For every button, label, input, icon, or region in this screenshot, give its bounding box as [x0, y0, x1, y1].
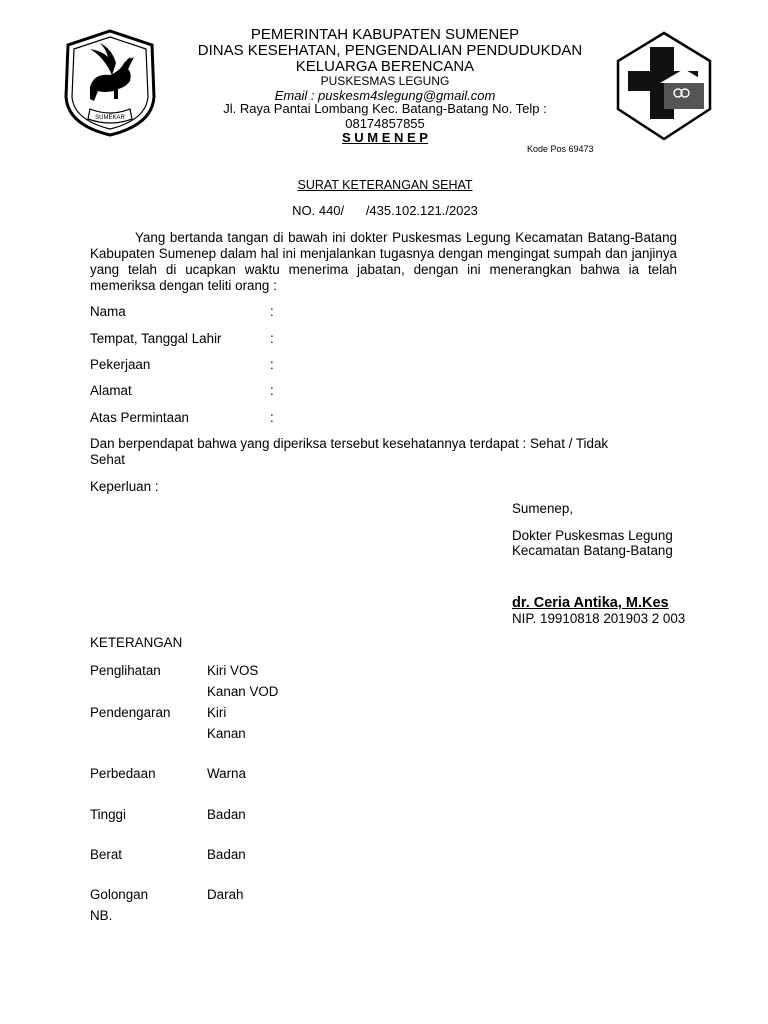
note-nb: NB.	[90, 908, 113, 923]
header-clinic-name: PUSKESMAS LEGUNG	[320, 74, 450, 88]
header-email: Email : puskesm4slegung@gmail.com	[274, 88, 496, 103]
note-label-color: Perbedaan	[90, 766, 156, 781]
signatory-nip: NIP. 19910818 201903 2 003	[512, 611, 686, 626]
header-postal-code: Kode Pos 69473	[527, 144, 594, 154]
document-number: NO. 440/ /435.102.121./2023	[292, 203, 478, 218]
note-value: Badan	[207, 847, 246, 862]
note-label-hearing: Pendengaran	[90, 705, 171, 720]
note-value: Warna	[207, 766, 246, 781]
field-colon: :	[270, 331, 274, 346]
field-label-occupation: Pekerjaan	[90, 357, 151, 372]
note-value: Kanan	[207, 726, 246, 741]
note-value: Kiri VOS	[207, 663, 259, 678]
field-colon: :	[270, 304, 274, 319]
header-city: S U M E N E P	[342, 130, 428, 145]
intro-paragraph: Yang bertanda tangan di bawah ini dokter Puskesmas Legung Kecamatan Batang-Batang Kabupaten Sumenep dalam hal ini menjalankan tugasnya dengan mengingat sumpah dan janjinya yang telah di ucapkan waktu menerima jabatan, dengan ini menerangkan bahwa ia telah memeriksa dengan teliti orang :	[90, 230, 677, 293]
field-label-birth: Tempat, Tanggal Lahir	[90, 331, 222, 346]
field-colon: :	[270, 383, 274, 398]
header-agency-line: DINAS KESEHATAN, PENGENDALIAN PENDUDUKDAN	[197, 42, 583, 59]
logo-ribbon-text: SUMEKAR	[95, 115, 125, 121]
note-label-weight: Berat	[90, 847, 123, 862]
field-colon: :	[270, 357, 274, 372]
note-value: Kiri	[207, 705, 227, 720]
header-agency-line-2: KELUARGA BERENCANA	[295, 58, 475, 75]
note-value: Badan	[207, 807, 246, 822]
conclusion-line-2: Sehat	[90, 452, 125, 467]
regency-shield-logo	[60, 27, 160, 139]
field-label-request: Atas Permintaan	[90, 410, 189, 425]
field-label-address: Alamat	[90, 383, 132, 398]
note-label-blood: Golongan	[90, 887, 149, 902]
note-label-height: Tinggi	[90, 807, 126, 822]
signature-place: Sumenep,	[512, 501, 574, 516]
header-address: Jl. Raya Pantai Lombang Kec. Batang-Batang No. Telp :	[223, 101, 547, 116]
header-government-line: PEMERINTAH KABUPATEN SUMENEP	[250, 26, 520, 43]
note-value: Kanan VOD	[207, 684, 279, 699]
signature-role-2: Kecamatan Batang-Batang	[512, 543, 673, 558]
purpose-label: Keperluan :	[90, 479, 159, 494]
document-title: SURAT KETERANGAN SEHAT	[297, 178, 473, 192]
signature-role-1: Dokter Puskesmas Legung	[512, 528, 673, 543]
conclusion-line-1: Dan berpendapat bahwa yang diperiksa tersebut kesehatannya terdapat : Sehat / Tidak	[90, 436, 609, 451]
header-phone: 08174857855	[345, 116, 425, 131]
field-label-name: Nama	[90, 304, 126, 319]
field-colon: :	[270, 410, 274, 425]
note-value: Darah	[207, 887, 244, 902]
signatory-name: dr. Ceria Antika, M.Kes	[512, 595, 669, 611]
note-label-vision: Penglihatan	[90, 663, 161, 678]
notes-heading: KETERANGAN	[90, 635, 183, 650]
